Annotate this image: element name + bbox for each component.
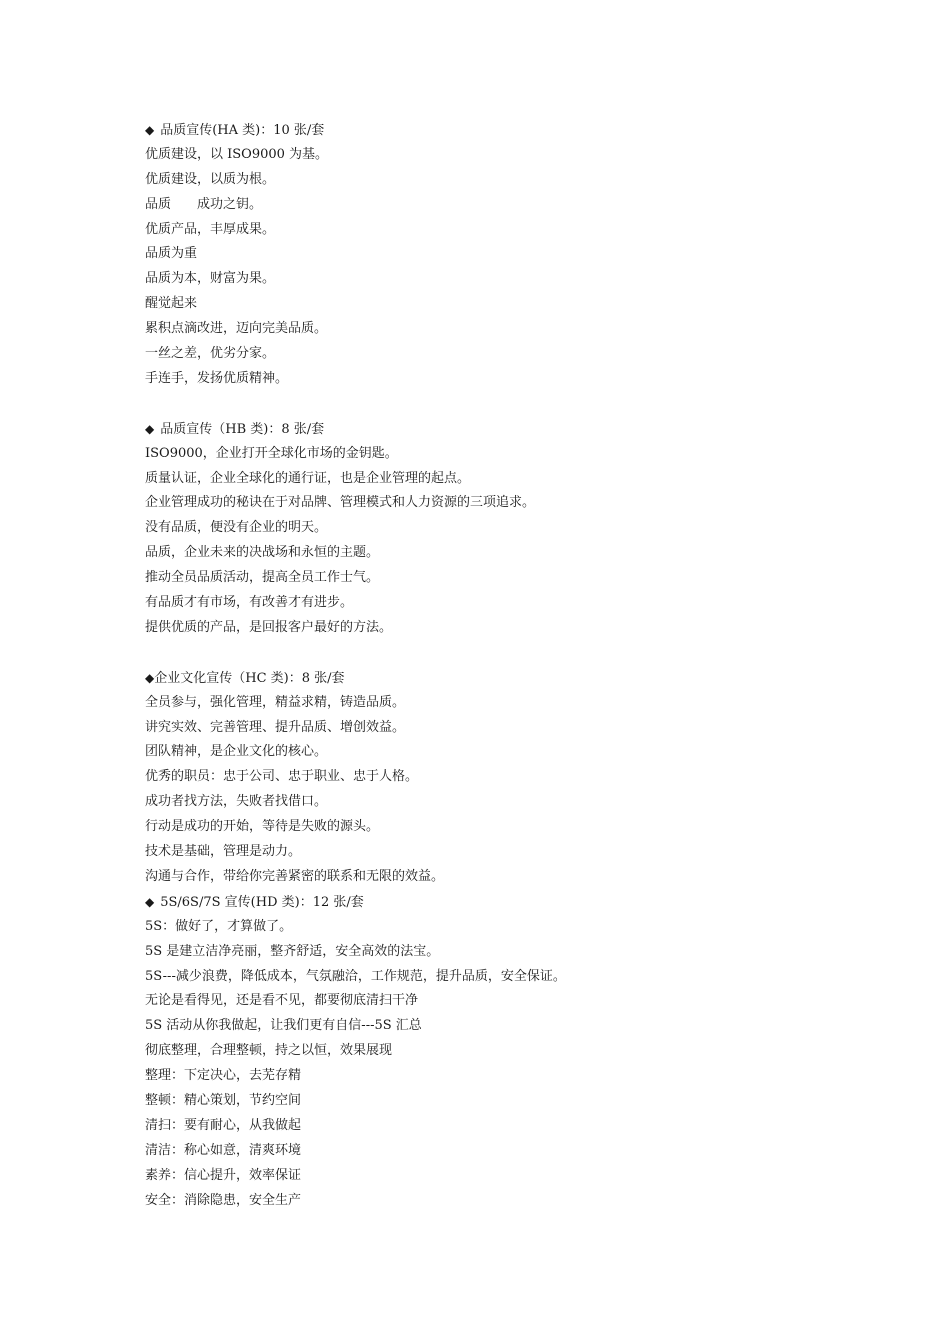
slogan-line: 团队精神，是企业文化的核心。 xyxy=(145,744,328,760)
slogan-line: 行动是成功的开始，等待是失败的源头。 xyxy=(145,819,380,835)
slogan-line: 全员参与，强化管理，精益求精，铸造品质。 xyxy=(145,694,406,710)
section-hd xyxy=(145,890,905,1214)
diamond-bullet-icon: ◆ xyxy=(145,421,155,436)
slogan-line: 没有品质，便没有企业的明天。 xyxy=(145,520,328,536)
slogan-line: 醒觉起来 xyxy=(145,296,198,312)
section-hc xyxy=(145,666,905,890)
slogan-line: 品质为重 xyxy=(145,246,198,262)
slogan-line: 沟通与合作，带给你完善紧密的联系和无限的效益。 xyxy=(145,868,445,884)
slogan-line: 品质为本，财富为果。 xyxy=(145,271,276,287)
slogan-line: 素养：信心提升，效率保证 xyxy=(145,1167,302,1183)
slogan-line: 彻底整理，合理整顿，持之以恒，效果展现 xyxy=(145,1043,393,1059)
section-heading-text: 品质宣传（HB 类)：8 张/套 xyxy=(160,421,325,437)
section-heading-hc xyxy=(145,666,905,691)
slogan-line: 讲究实效、完善管理、提升品质、增创效益。 xyxy=(145,719,406,735)
slogan-line: 质量认证，企业全球化的通行证，也是企业管理的起点。 xyxy=(145,470,471,486)
slogan-line: 品质 成功之钥。 xyxy=(145,196,263,212)
slogan-line: 累积点滴改进，迈向完美品质。 xyxy=(145,321,328,337)
slogan-line: 手连手，发扬优质精神。 xyxy=(145,370,289,386)
section-heading-ha xyxy=(145,118,905,143)
diamond-bullet-icon: ◆ xyxy=(145,670,155,685)
section-ha xyxy=(145,118,905,392)
slogan-line: 提供优质的产品，是回报客户最好的方法。 xyxy=(145,619,393,635)
slogan-line: 优秀的职员：忠于公司、忠于职业、忠于人格。 xyxy=(145,769,419,785)
slogan-line: 有品质才有市场，有改善才有进步。 xyxy=(145,595,354,611)
section-heading-text: 企业文化宣传（HC 类)：8 张/套 xyxy=(154,670,345,686)
diamond-bullet-icon: ◆ xyxy=(145,894,155,909)
section-heading-text: 品质宣传(HA 类)：10 张/套 xyxy=(160,123,325,138)
section-heading-text: 5S/6S/7S 宣传(HD 类)：12 张/套 xyxy=(160,894,364,910)
slogan-line: 5S 是建立洁净亮丽，整齐舒适，安全高效的法宝。 xyxy=(145,943,440,959)
slogan-line: 整理：下定决心，去芜存精 xyxy=(145,1068,302,1084)
section-heading-hd xyxy=(145,890,905,915)
slogan-line: 整顿：精心策划，节约空间 xyxy=(145,1092,302,1108)
slogan-line: 优质产品，丰厚成果。 xyxy=(145,221,276,237)
slogan-line: 5S 活动从你我做起，让我们更有自信---5S 汇总 xyxy=(145,1018,422,1034)
section-heading-hb xyxy=(145,417,905,442)
slogan-line: 优质建设，以 ISO9000 为基。 xyxy=(145,146,329,162)
document-page xyxy=(145,118,905,1213)
slogan-line: 企业管理成功的秘诀在于对品牌、管理模式和人力资源的三项追求。 xyxy=(145,495,536,511)
diamond-bullet-icon: ◆ xyxy=(145,123,155,137)
slogan-line: 优质建设，以质为根。 xyxy=(145,171,276,187)
slogan-line: 推动全员品质活动，提高全员工作士气。 xyxy=(145,570,380,586)
section-hb xyxy=(145,417,905,641)
slogan-line: 品质，企业未来的决战场和永恒的主题。 xyxy=(145,545,380,561)
slogan-line: 无论是看得见，还是看不见，都要彻底清扫干净 xyxy=(145,993,419,1009)
slogan-line: ISO9000，企业打开全球化市场的金钥匙。 xyxy=(145,445,398,461)
slogan-line: 技术是基础，管理是动力。 xyxy=(145,844,302,860)
slogan-line: 安全：消除隐患，安全生产 xyxy=(145,1192,302,1208)
slogan-line: 清洁：称心如意，清爽环境 xyxy=(145,1142,302,1158)
slogan-line: 一丝之差，优劣分家。 xyxy=(145,346,276,362)
slogan-line: 5S---减少浪费，降低成本，气氛融洽，工作规范，提升品质，安全保证。 xyxy=(145,968,566,984)
slogan-line: 5S：做好了，才算做了。 xyxy=(145,918,293,934)
slogan-line: 成功者找方法，失败者找借口。 xyxy=(145,794,328,810)
slogan-line: 清扫：要有耐心，从我做起 xyxy=(145,1117,302,1133)
